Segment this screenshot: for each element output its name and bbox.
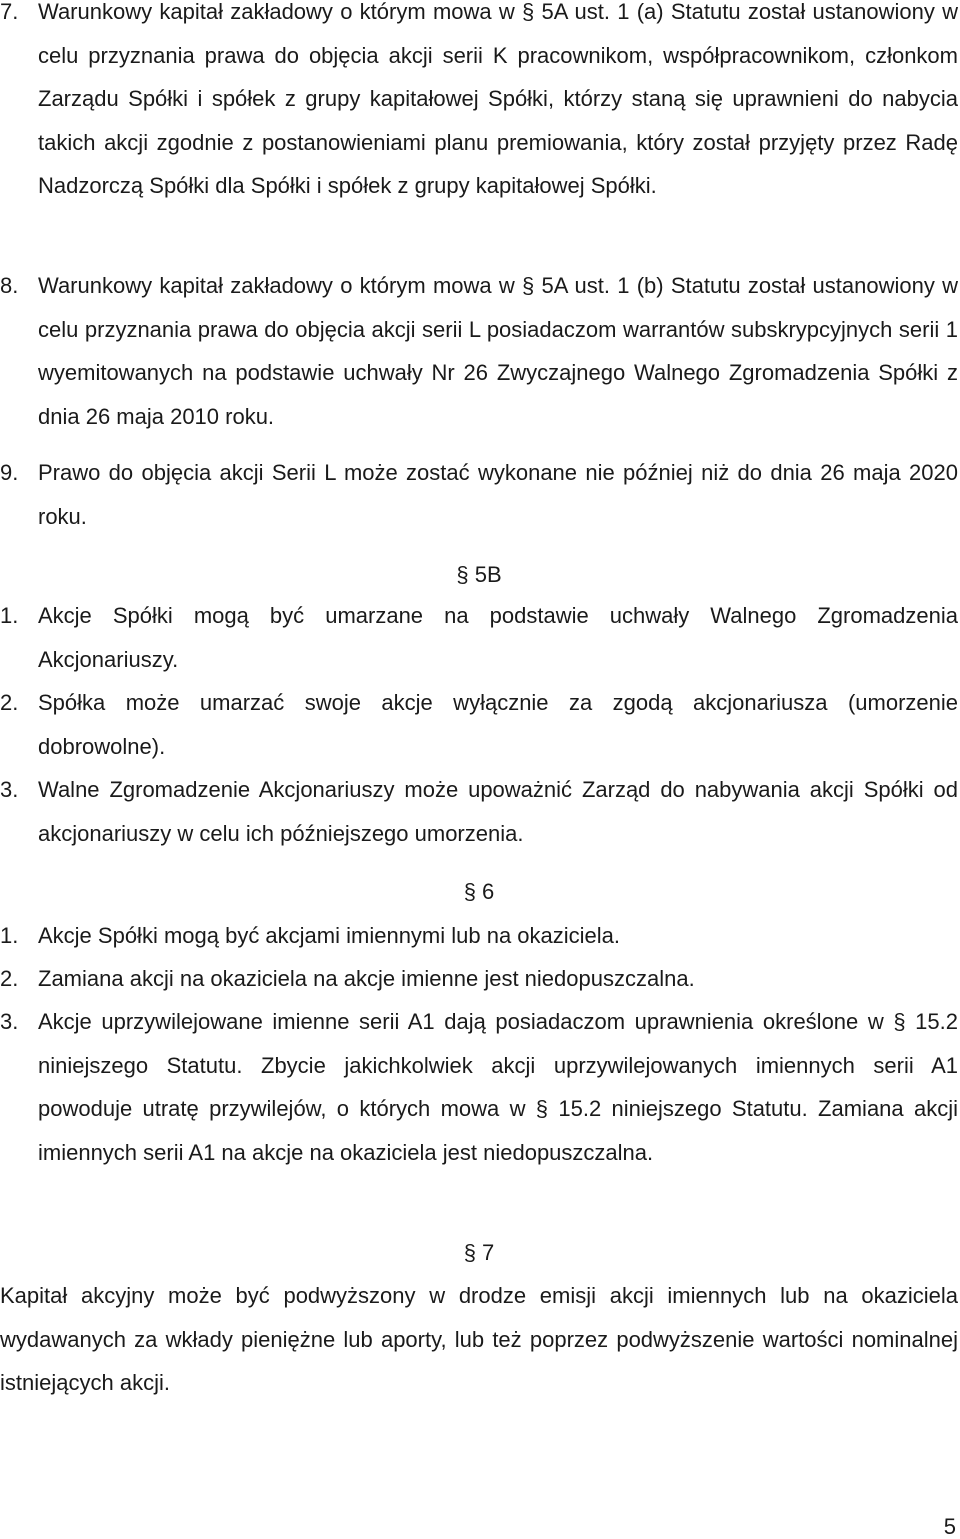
item-text: Prawo do objęcia akcji Serii L może zostać wykonane nie później niż do dnia 26 maja 2020 roku. (38, 460, 958, 529)
item-text: Spółka może umarzać swoje akcje wyłącznie za zgodą akcjonariusza (umorzenie dobrowolne). (38, 690, 958, 759)
page-number: 5 (943, 1514, 956, 1539)
section-heading-6: § 6 (463, 879, 495, 904)
paragraph-5b-item-2 (0, 681, 958, 768)
item-number: 3. (0, 777, 19, 802)
item-number: 2. (0, 966, 19, 991)
item-number: 9. (0, 460, 19, 485)
paragraph-5b-item-3 (0, 768, 958, 855)
item-number: 1. (0, 923, 19, 948)
section-heading-5b: § 5B (456, 562, 502, 587)
paragraph-item-7 (0, 0, 958, 208)
section-heading-7: § 7 (463, 1240, 495, 1265)
paragraph-6-item-2 (0, 957, 958, 1001)
paragraph-6-item-1 (0, 914, 958, 958)
item-number: 7. (0, 0, 19, 24)
item-number: 8. (0, 273, 19, 298)
item-number: 1. (0, 603, 19, 628)
item-text: Warunkowy kapitał zakładowy o którym mowa w § 5A ust. 1 (a) Statutu został ustanowiony w celu przyznania prawa do objęcia akcji serii K pracownikom, współpracownikom, członkom Zarządu Spółki i spółek z grupy kapitałowej Spółki, którzy staną się uprawnieni do nabycia takich akcji zgodnie z postanowieniami planu premiowania, który został przyjęty przez Radę Nadzorczą Spółki dla Spółki i spółek z grupy kapitałowej Spółki. (38, 0, 958, 199)
paragraph-7: Kapitał akcyjny może być podwyższony w drodze emisji akcji imiennych lub na okaziciela wydawanych za wkłady pieniężne lub aporty, lub też poprzez podwyższenie wartości nominalnej istniejących akcji. (0, 1283, 958, 1396)
item-text: Akcje uprzywilejowane imienne serii A1 dają posiadaczom uprawnienia określone w § 15.2 niniejszego Statutu. Zbycie jakichkolwiek akcji uprzywilejowanych imiennych serii A1 powoduje utratę przywilejów, o których mowa w § 15.2 niniejszego Statutu. Zamiana akcji imiennych serii A1 na akcje na okaziciela jest niedopuszczalna. (38, 1009, 958, 1165)
item-text: Akcje Spółki mogą być umarzane na podstawie uchwały Walnego Zgromadzenia Akcjonariuszy. (38, 603, 958, 672)
paragraph-5b-item-1 (0, 594, 958, 681)
item-text: Akcje Spółki mogą być akcjami imiennymi lub na okaziciela. (38, 923, 621, 948)
paragraph-item-8 (0, 264, 958, 438)
item-number: 2. (0, 690, 19, 715)
paragraph-item-9 (0, 451, 958, 538)
item-text: Warunkowy kapitał zakładowy o którym mowa w § 5A ust. 1 (b) Statutu został ustanowiony w celu przyznania prawa do objęcia akcji serii L posiadaczom warrantów subskrypcyjnych serii 1 wyemitowanych na podstawie uchwały Nr 26 Zwyczajnego Walnego Zgromadzenia Spółki z dnia 26 maja 2010 roku. (38, 273, 958, 429)
item-text: Zamiana akcji na okaziciela na akcje imienne jest niedopuszczalna. (38, 966, 695, 991)
item-number: 3. (0, 1009, 19, 1034)
paragraph-6-item-3 (0, 1000, 958, 1174)
item-text: Walne Zgromadzenie Akcjonariuszy może upoważnić Zarząd do nabywania akcji Spółki od akcjonariuszy w celu ich późniejszego umorzenia. (38, 777, 958, 846)
